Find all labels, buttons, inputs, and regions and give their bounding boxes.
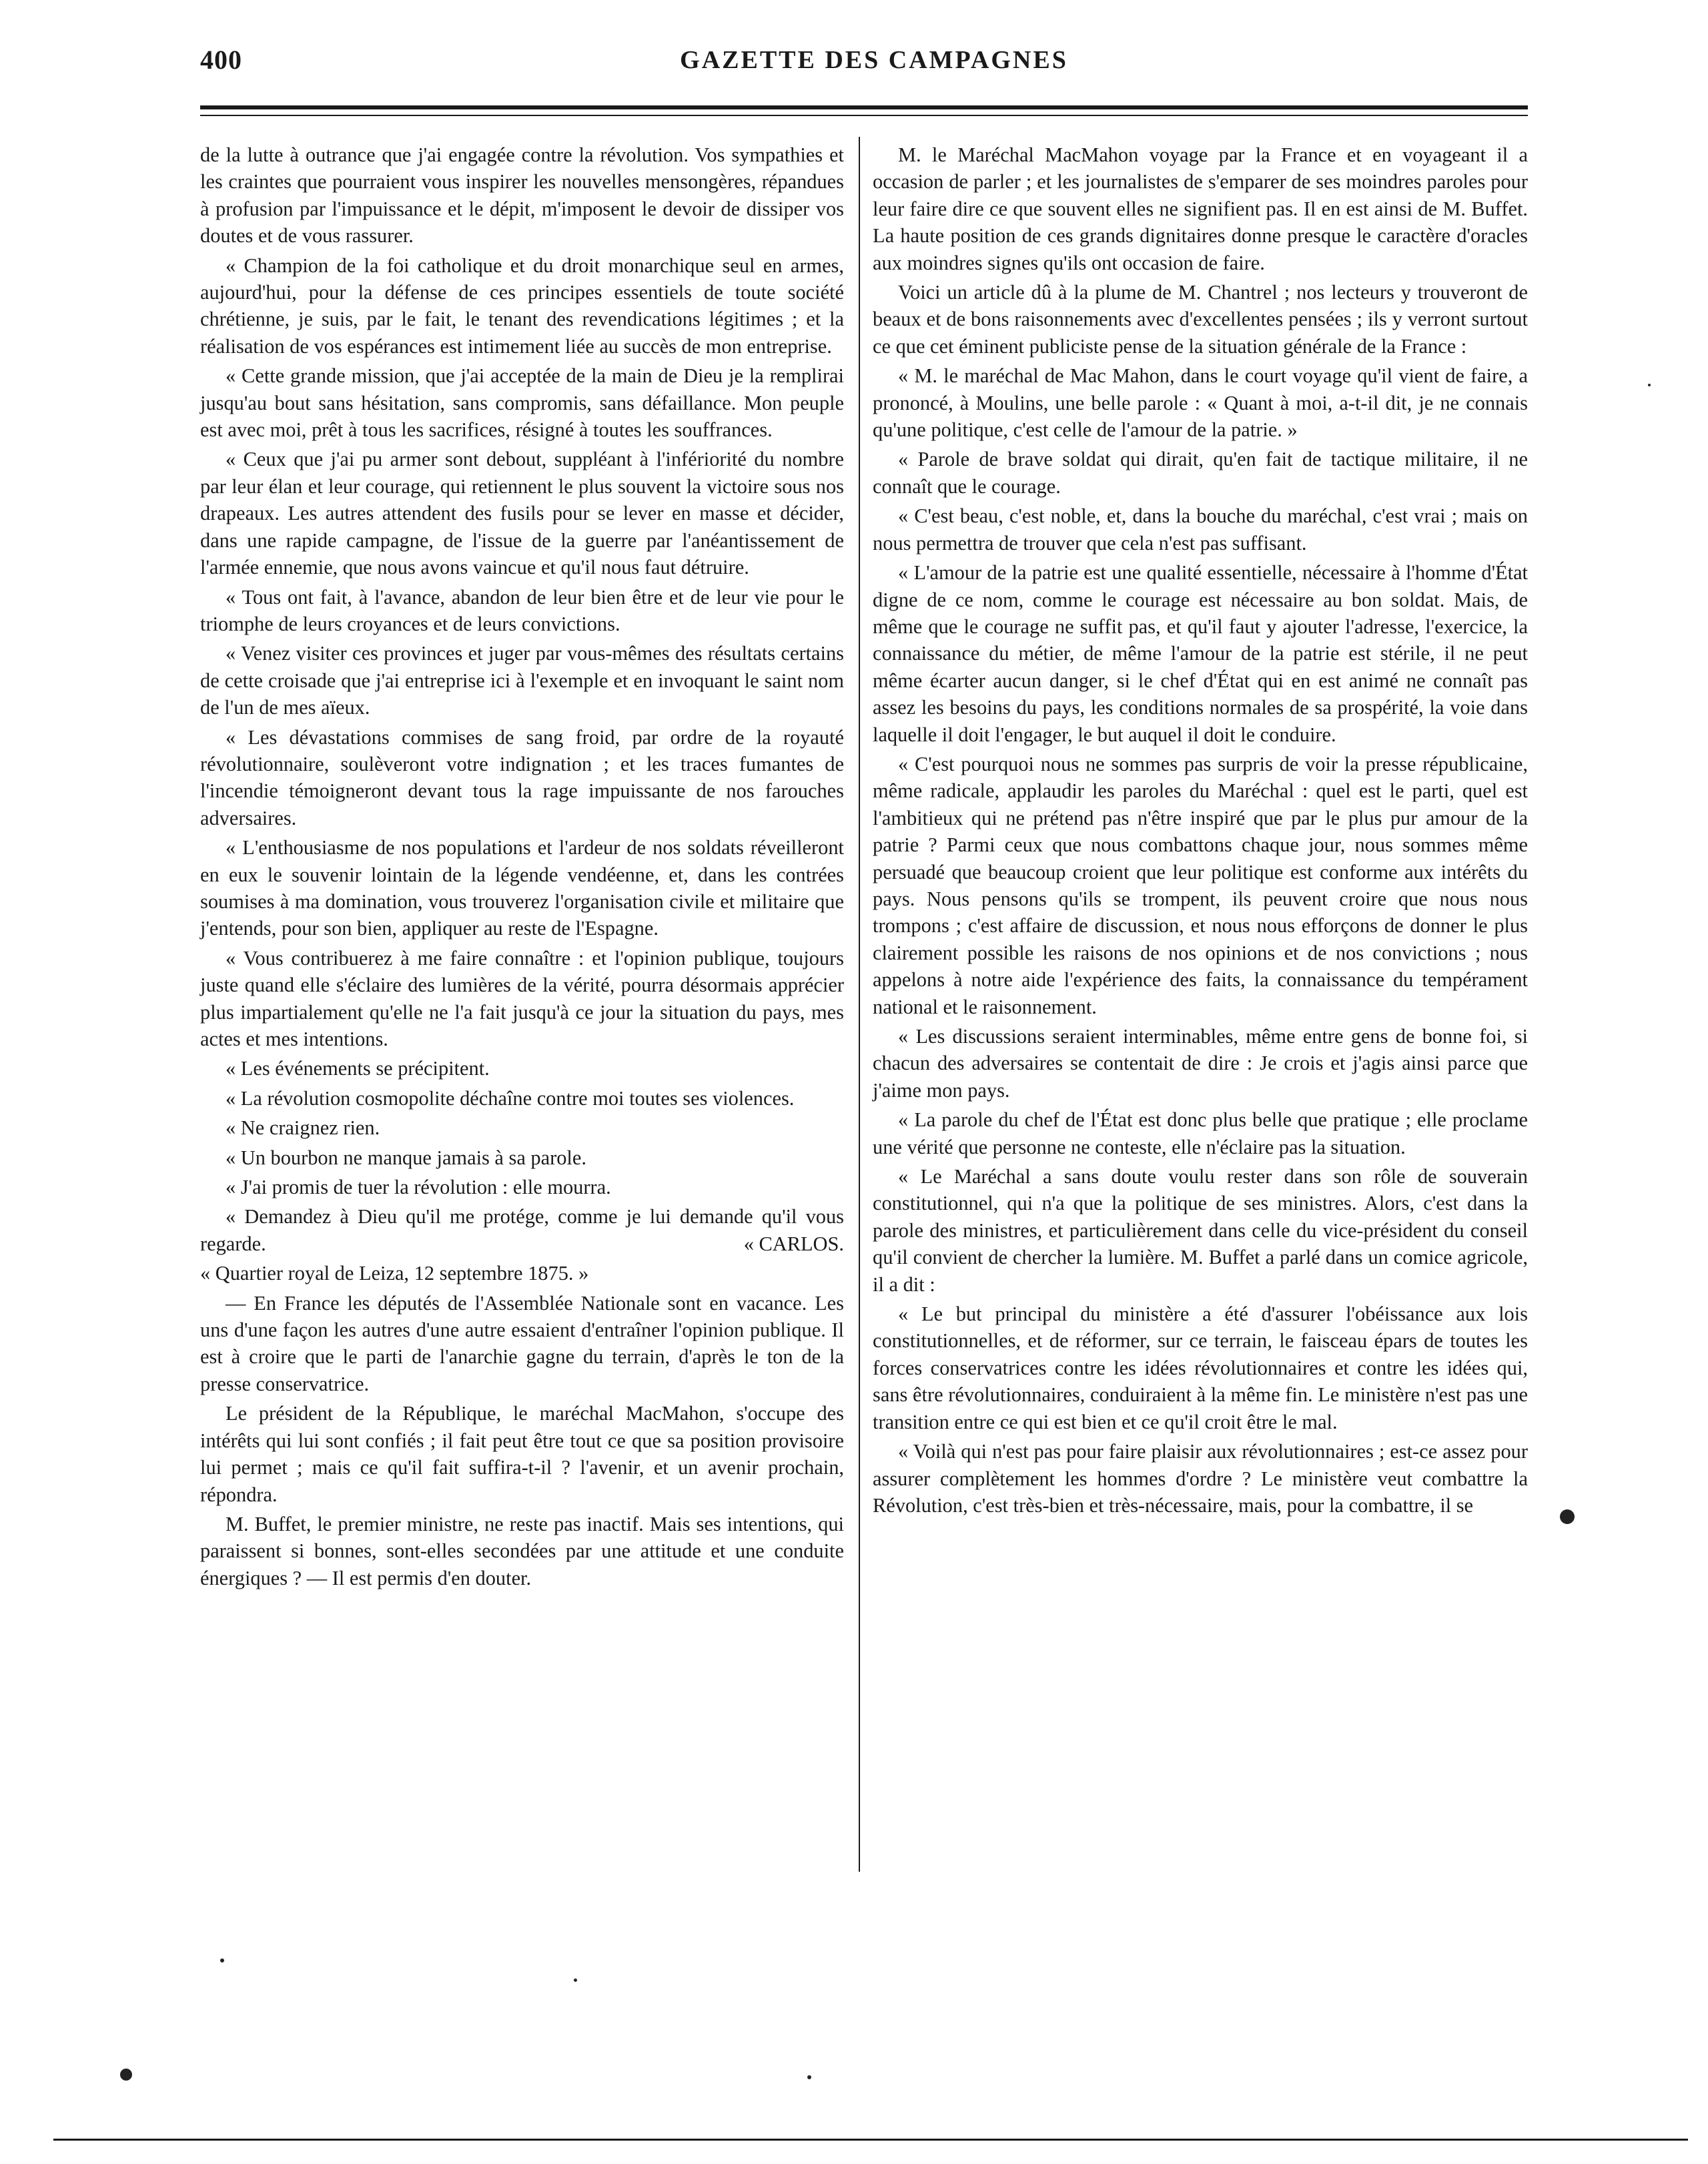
scan-speck <box>220 1958 224 1962</box>
footer-rule <box>53 2139 1688 2141</box>
scan-speck <box>807 2075 811 2079</box>
scan-speck <box>574 1978 577 1982</box>
page-number: 400 <box>200 45 242 75</box>
scan-speck <box>1560 1509 1575 1524</box>
scan-speck <box>120 2069 132 2081</box>
header-rule-thin <box>200 115 1528 116</box>
article-paragraph: « Les discussions seraient interminables, même entre gens de bonne foi, si chacun des adversaires se contentait de dire : Je crois et j'agis ainsi parce que j'aime mon pays. <box>873 1025 1528 1102</box>
signature-carlos: « CARLOS. <box>743 1232 844 1255</box>
article-paragraph: « Vous contribuerez à me faire connaître : et l'opinion publique, toujours juste quand elle s'éclaire des lumières de la vérité, pourra désormais apprécier plus impartialement qu'elle ne l'a fait jusqu'à ce jour la situation du pays, mes actes et mes intentions. <box>200 946 844 1050</box>
article-paragraph: Voici un article dû à la plume de M. Chantrel ; nos lecteurs y trouveront de beaux et de bons raisonnements avec d'excellentes pensées ; ils y verront surtout ce que cet éminent publiciste pense de la situation générale de la France : <box>873 281 1528 358</box>
dateline: « Quartier royal de Leiza, 12 septembre 1875. » <box>200 1262 589 1285</box>
article-paragraph: « J'ai promis de tuer la révolution : elle mourra. <box>226 1176 611 1199</box>
article-paragraph: « La révolution cosmopolite déchaîne contre moi toutes ses violences. <box>226 1086 795 1110</box>
article-paragraph: « Voilà qui n'est pas pour faire plaisir aux révolutionnaires ; est-ce assez pour assurer complètement les hommes d'ordre ? Le ministère veut combattre la Révolution, c'est très-bien et très-nécessaire, mais, pour la combattre, il se <box>873 1440 1528 1517</box>
article-paragraph <box>200 1203 844 1257</box>
left-column <box>200 141 844 1594</box>
article-paragraph: « Ne craignez rien. <box>226 1116 380 1140</box>
article-paragraph: « M. le maréchal de Mac Mahon, dans le court voyage qu'il vient de faire, a prononcé, à Moulins, une belle parole : « Quant à moi, a-t-il dit, je ne connais qu'une politique, c'est celle de l'amour de la patrie. » <box>873 364 1528 442</box>
article-paragraph: « Venez visiter ces provinces et juger par vous-mêmes des résultats certains de cette croisade que j'ai entreprise ici à l'exemple et en invoquant le saint nom de l'un de mes aïeux. <box>200 642 844 719</box>
column-divider <box>859 137 860 1872</box>
running-title: GAZETTE DES CAMPAGNES <box>680 46 1068 74</box>
article-paragraph: « L'amour de la patrie est une qualité essentielle, nécessaire à l'homme d'État digne de ce nom, comme le courage est nécessaire au bon soldat. Mais, de même que le courage ne suffit pas, et qu'il faut y ajouter l'adresse, l'exercice, la connaissance du métier, de même l'amour de la patrie est stérile, il ne peut même écarter aucun danger, si le chef d'État qui en est animé ne connaît pas assez les besoins du pays, les conditions normales de sa prospérité, la voie dans laquelle il doit l'engager, le but auquel il doit le conduire. <box>873 561 1528 746</box>
article-paragraph: « Le Maréchal a sans doute voulu rester dans son rôle de souverain constitutionnel, qui n'a que la politique de ses ministres. Alors, c'est dans la parole des ministres, et particulièrement dans celle du vice-président du conseil qu'il convient de chercher la lumière. M. Buffet a parlé dans un comice agricole, il a dit : <box>873 1165 1528 1296</box>
scan-speck <box>1648 384 1651 386</box>
article-paragraph: « Champion de la foi catholique et du droit monarchique seul en armes, aujourd'hui, pour la défense de ces principes essentiels de toute société chrétienne, je suis, par le fait, le tenant des revendications légitimes ; et la réalisation de vos espérances est intimement liée au succès de mon entreprise. <box>200 254 844 358</box>
article-paragraph: de la lutte à outrance que j'ai engagée contre la révolution. Vos sympathies et les craintes que pourraient vous inspirer les nouvelles mensongères, répandues à profusion par l'impuissance et le dépit, m'imposent le devoir de dissiper vos doutes et de vous rassurer. <box>200 143 844 248</box>
article-paragraph: « Tous ont fait, à l'avance, abandon de leur bien être et de leur vie pour le triomphe de leurs croyances et de leurs convictions. <box>200 585 844 635</box>
article-paragraph: « Parole de brave soldat qui dirait, qu'en fait de tactique militaire, il ne connaît que le courage. <box>873 448 1528 498</box>
article-paragraph: « Un bourbon ne manque jamais à sa parole. <box>226 1146 586 1169</box>
article-paragraph: Le président de la République, le maréchal MacMahon, s'occupe des intérêts qui lui sont confiés ; il fait peut être tout ce que sa position provisoire lui permet ; mais ce qu'il fait suffira-t-il ? l'avenir, et un avenir prochain, répondra. <box>200 1402 844 1506</box>
article-paragraph: « L'enthousiasme de nos populations et l'ardeur de nos soldats réveilleront en eux le souvenir lointain de la légende vendéenne, et, dans les contrées soumises à ma domination, vous trouverez l'organisation civile et militaire que j'entends, pour son bien, appliquer au reste de l'Espagne. <box>200 836 844 940</box>
article-paragraph: « C'est beau, c'est noble, et, dans la bouche du maréchal, c'est vrai ; mais on nous permettra de trouver que cela n'est pas suffisant. <box>873 504 1528 555</box>
article-paragraph: — En France les députés de l'Assemblée Nationale sont en vacance. Les uns d'une façon les autres d'une autre essaient d'entraîner l'opinion publique. Il est à croire que le parti de l'anarchie gagne du terrain, d'après le ton de la presse conservatrice. <box>200 1291 844 1395</box>
article-paragraph: M. Buffet, le premier ministre, ne reste pas inactif. Mais ses intentions, qui paraissent si bonnes, sont-elles secondées par une attitude et une conduite énergiques ? — Il est permis d'en douter. <box>200 1512 844 1589</box>
article-paragraph: « La parole du chef de l'État est donc plus belle que pratique ; elle proclame une vérité que personne ne conteste, elle n'éclaire pas la situation. <box>873 1108 1528 1158</box>
header-rule-thick <box>200 105 1528 109</box>
article-paragraph: « C'est pourquoi nous ne sommes pas surpris de voir la presse républicaine, même radicale, applaudir les paroles du Maréchal : quel est le parti, quel est l'ambitieux qui ne prétend pas n'être inspiré que par le plus pur amour de la patrie ? Parmi ceux que nous combattons chaque jour, nous sommes même persuadé que beaucoup croient que leur politique est conforme aux intérêts du pays. Nous pensons qu'ils se trompent, ils peuvent croire que nous nous trompons ; c'est affaire de discussion, et nous nous efforçons de donner le plus clairement possible les raisons de nos opinions et de nos convictions ; nous appelons à notre aide l'expérience des faits, la connaissance du tempérament national et le raisonnement. <box>873 752 1528 1018</box>
closing-request: « Demandez à Dieu qu'il me protége, comme je lui demande qu'il vous regarde. <box>200 1205 844 1255</box>
article-paragraph: M. le Maréchal MacMahon voyage par la France et en voyageant il a occasion de parler ; et les journalistes de s'emparer de ses moindres paroles pour leur faire dire ce que souvent elles ne signifient pas. Il en est ainsi de M. Buffet. La haute position de ces grands dignitaires donne presque le caractère d'oracles aux moindres signes qu'ils ont occasion de faire. <box>873 143 1528 274</box>
article-paragraph: « Cette grande mission, que j'ai acceptée de la main de Dieu je la remplirai jusqu'au bout sans hésitation, sans compromis, sans défaillance. Mon peuple est avec moi, prêt à tous les sacrifices, résigné à toutes les souffrances. <box>200 364 844 442</box>
article-paragraph: « Les dévastations commises de sang froid, par ordre de la royauté révolutionnaire, soulèveront votre indignation ; et les traces fumantes de l'incendie témoigneront devant tous la rage impuissante de nos farouches adversaires. <box>200 725 844 829</box>
article-paragraph: « Le but principal du ministère a été d'assurer l'obéissance aux lois constitutionnelles, et de réformer, sur ce terrain, le faisceau épars de toutes les forces conservatrices contre les idées révolutionnaires et contre les idées qui, sans être révolutionnaires, conduiraient à la même fin. Le ministère n'est pas une transition entre ce qui est bien et ce qu'il croit être le mal. <box>873 1303 1528 1433</box>
article-paragraph: « Ceux que j'ai pu armer sont debout, suppléant à l'infériorité du nombre par leur élan et leur courage, qui retiennent le plus souvent la victoire sous nos drapeaux. Les autres attendent des fusils pour se lever en masse et décider, dans une rapide campagne, de l'issue de la guerre par l'anéantissement de l'armée ennemie, que nous avons vaincue et qu'il nous faut détruire. <box>200 448 844 579</box>
article-paragraph: « Les événements se précipitent. <box>226 1057 490 1080</box>
right-column <box>873 141 1528 1521</box>
